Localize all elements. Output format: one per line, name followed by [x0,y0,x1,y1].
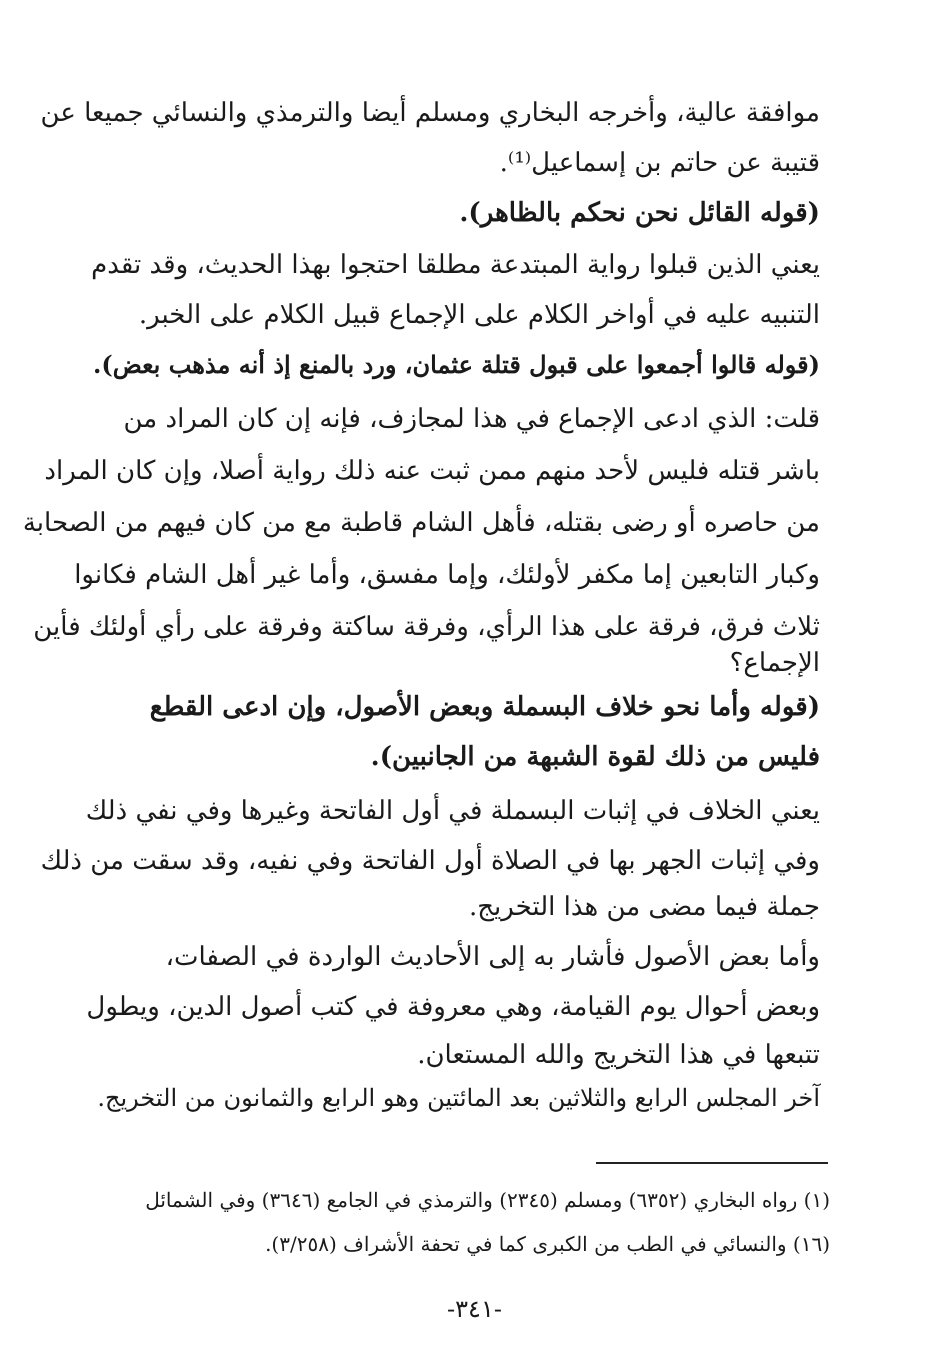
text-line: من حاصره أو رضى بقتله، فأهل الشام قاطبة مع من كان فيهم من الصحابة [22,508,820,538]
text-line: وفي إثبات الجهر بها في الصلاة أول الفاتحة وفي نفيه، وقد سقت من ذلك [40,846,820,876]
text-line: قتيبة عن حاتم بن إسماعيل⁽¹⁾. [499,148,820,178]
page-number: -٣٤١- [447,1295,502,1323]
text-line: الإجماع؟ [729,648,820,678]
text-line: وأما بعض الأصول فأشار به إلى الأحاديث الواردة في الصفات، [165,942,820,972]
quoted-heading: (قوله القائل نحن نحكم بالظاهر). [459,198,820,228]
quoted-heading: (قوله وأما نحو خلاف البسملة وبعض الأصول، وإن ادعى القطع [149,692,820,722]
footnote-line: (١٦) والنسائي في الطب من الكبرى كما في تحفة الأشراف (٣/٢٥٨). [265,1232,830,1256]
footnote-divider [596,1162,828,1164]
text-line: ثلاث فرق، فرقة على هذا الرأي، وفرقة ساكتة وفرقة على رأي أولئك فأين [33,612,820,642]
quoted-heading: (قوله قالوا أجمعوا على قبول قتلة عثمان، ورد بالمنع إذ أنه مذهب بعض). [92,350,820,379]
text-line: جملة فيما مضى من هذا التخريج. [468,892,820,922]
text-line: وبعض أحوال يوم القيامة، وهي معروفة في كتب أصول الدين، ويطول [86,992,820,1022]
text-line: يعني الذين قبلوا رواية المبتدعة مطلقا احتجوا بهذا الحديث، وقد تقدم [91,250,820,280]
text-line: وكبار التابعين إما مكفر لأولئك، وإما مفسق، وأما غير أهل الشام فكانوا [74,560,820,590]
session-closing-line: آخر المجلس الرابع والثلاثين بعد المائتين وهو الرابع والثمانون من التخريج. [97,1084,820,1112]
text-line: تتبعها في هذا التخريج والله المستعان. [417,1040,820,1070]
footnote-line: (١) رواه البخاري (٦٣٥٢) ومسلم (٢٣٤٥) والترمذي في الجامع (٣٦٤٦) وفي الشمائل [145,1188,830,1212]
text-line: التنبيه عليه في أواخر الكلام على الإجماع قبيل الكلام على الخبر. [138,300,820,330]
text-line: باشر قتله فليس لأحد منهم ممن ثبت عنه ذلك رواية أصلا، وإن كان المراد [44,456,820,486]
text-line: يعني الخلاف في إثبات البسملة في أول الفاتحة وغيرها وفي نفي ذلك [85,796,820,826]
quoted-heading: فليس من ذلك لقوة الشبهة من الجانبين). [370,742,820,772]
text-line: قلت: الذي ادعى الإجماع في هذا لمجازف، فإنه إن كان المراد من [123,404,820,434]
text-line: موافقة عالية، وأخرجه البخاري ومسلم أيضا والترمذي والنسائي جميعا عن [40,98,820,128]
